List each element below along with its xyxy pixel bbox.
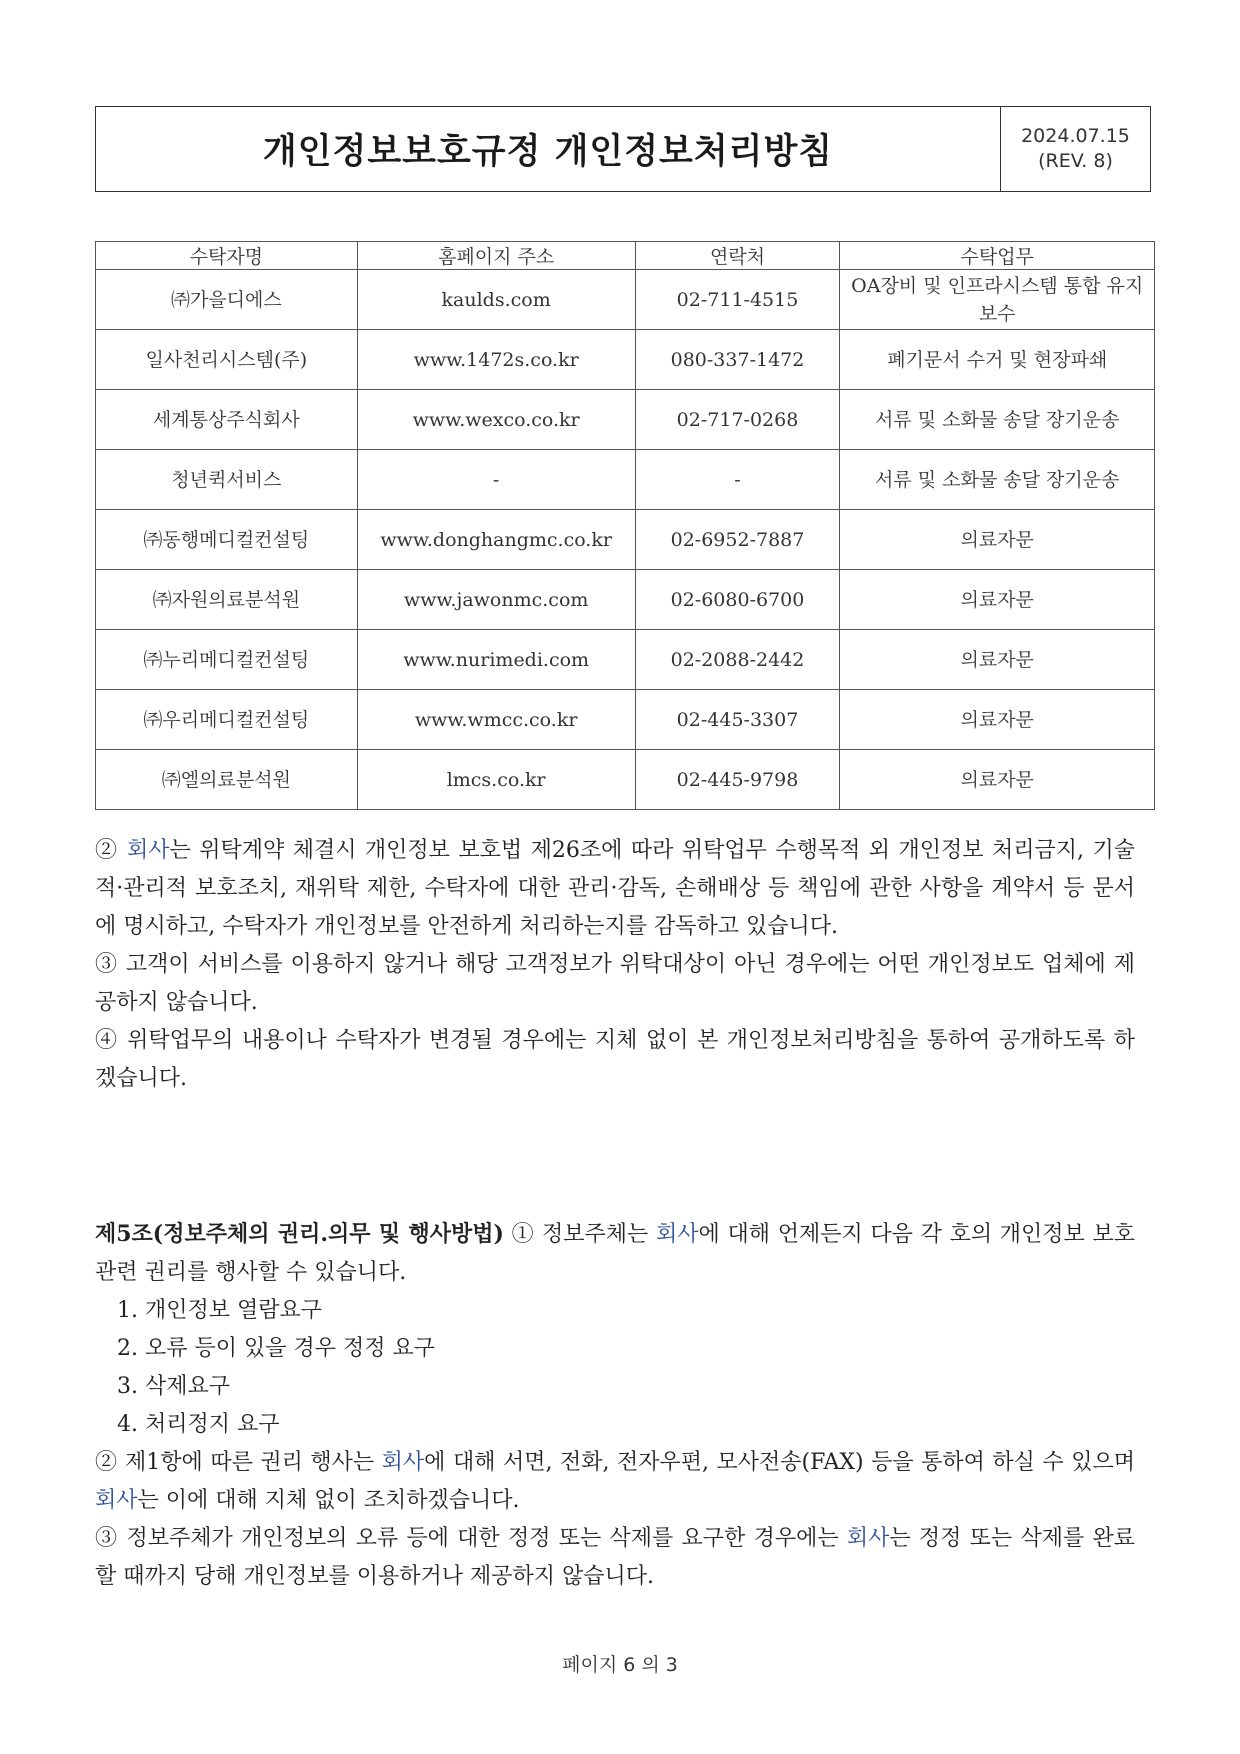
table-row [96,570,1155,630]
vendor-homepage: www.jawonmc.com [357,570,635,630]
document-date: 2024.07.15 [1021,125,1130,147]
vendor-task: 폐기문서 수거 및 현장파쇄 [840,330,1155,390]
article-5-intro-a: ① 정보주체는 [503,1222,657,1247]
article-5-intro-b: 에 대해 언제든지 다음 각 호의 개인정보 보호 관련 권리를 행사할 수 있습니다. [95,1222,1136,1285]
vendor-contact: 02-445-9798 [635,750,840,810]
article-5-p3-a: ③ 정보주체가 개인정보의 오류 등에 대한 정정 또는 삭제를 요구한 경우에는 [95,1526,847,1551]
company-term: 회사 [381,1450,425,1475]
table-row [96,390,1155,450]
column-header-name: 수탁자명 [96,242,358,270]
list-item: 2. 오류 등이 있을 경우 정정 요구 [117,1336,435,1361]
column-header-task: 수탁업무 [840,242,1155,270]
table-row [96,690,1155,750]
vendor-homepage: www.nurimedi.com [357,630,635,690]
list-item: 1. 개인정보 열람요구 [117,1298,322,1323]
vendor-name: 일사천리시스템(주) [96,330,358,390]
table-row [96,750,1155,810]
vendor-homepage: kaulds.com [357,270,635,330]
document-meta [1001,107,1150,191]
vendor-name: ㈜누리메디컬컨설팅 [96,630,358,690]
article-5-p3-b: 는 정정 또는 삭제를 완료할 때까지 당해 개인정보를 이용하거나 제공하지 않습니다. [95,1526,1135,1589]
vendor-name: ㈜우리메디컬컨설팅 [96,690,358,750]
paragraph-2-number: ② [95,838,119,863]
vendor-homepage: www.wmcc.co.kr [357,690,635,750]
document-title: 개인정보보호규정 개인정보처리방침 [96,107,1001,191]
list-item: 4. 처리정지 요구 [117,1412,280,1437]
page-footer: 페이지 6 의 3 [562,1654,678,1676]
company-term: 회사 [126,838,170,863]
column-header-homepage: 홈페이지 주소 [357,242,635,270]
list-item: 3. 삭제요구 [117,1374,230,1399]
vendor-homepage: www.donghangmc.co.kr [357,510,635,570]
paragraph-2-text: 는 위탁계약 체결시 개인정보 보호법 제26조에 따라 위탁업무 수행목적 외 개인정보 처리금지, 기술적·관리적 보호조치, 재위탁 제한, 수탁자에 대한 관리·감독, 손해배상 등 책임에 관한 사항을 계약서 등 문서에 명시하고, 수탁자가 개인정보를 안전하게 처리하는지를 감독하고 있습니다. [95,838,1135,939]
article-5-p2-a: ② 제1항에 따른 권리 행사는 [95,1450,382,1475]
vendor-task: 의료자문 [840,510,1155,570]
vendor-task: 서류 및 소화물 송달 장기운송 [840,450,1155,510]
article-5 [95,1215,1135,1596]
company-term: 회사 [95,1488,138,1513]
vendor-contact: 02-717-0268 [635,390,840,450]
vendor-name: ㈜동행메디컬컨설팅 [96,510,358,570]
vendor-contact: 02-711-4515 [635,270,840,330]
vendor-name: ㈜엘의료분석원 [96,750,358,810]
vendor-task: 의료자문 [840,630,1155,690]
company-term: 회사 [656,1222,699,1247]
outsourcing-paragraphs [95,832,1135,1098]
vendor-contact: 02-445-3307 [635,690,840,750]
article-5-heading: 제5조(정보주체의 권리.의무 및 행사방법) [95,1221,504,1247]
vendor-task: 의료자문 [840,570,1155,630]
paragraph-4: ④ 위탁업무의 내용이나 수탁자가 변경될 경우에는 지체 없이 본 개인정보처리방침을 통하여 공개하도록 하겠습니다. [95,1028,1135,1091]
vendor-name: 청년퀵서비스 [96,450,358,510]
vendor-homepage: - [357,450,635,510]
vendor-contact: - [635,450,840,510]
document-revision: (REV. 8) [1038,150,1113,172]
vendor-homepage: www.1472s.co.kr [357,330,635,390]
document-header [95,106,1151,192]
vendor-name: ㈜자원의료분석원 [96,570,358,630]
article-5-p2-c: 는 이에 대해 지체 없이 조치하겠습니다. [137,1488,520,1513]
vendor-task: 의료자문 [840,750,1155,810]
vendor-contact: 02-6952-7887 [635,510,840,570]
vendor-task: 의료자문 [840,690,1155,750]
vendor-name: 세계통상주식회사 [96,390,358,450]
article-5-intro [95,1215,1135,1292]
vendor-name: ㈜가을디에스 [96,270,358,330]
paragraph-3: ③ 고객이 서비스를 이용하지 않거나 해당 고객정보가 위탁대상이 아닌 경우에는 어떤 개인정보도 업체에 제공하지 않습니다. [95,952,1135,1015]
table-row [96,630,1155,690]
table-row [96,330,1155,390]
vendor-task: 서류 및 소화물 송달 장기운송 [840,390,1155,450]
vendor-contact: 080-337-1472 [635,330,840,390]
company-term: 회사 [846,1526,890,1551]
table-row [96,510,1155,570]
article-5-p2-b: 에 대해 서면, 전화, 전자우편, 모사전송(FAX) 등을 통하여 하실 수 있으며 [424,1450,1135,1475]
table-row [96,450,1155,510]
paragraph-2 [95,832,1135,946]
table-header-row [96,242,1155,270]
vendor-task: OA장비 및 인프라시스템 통합 유지보수 [840,270,1155,330]
column-header-contact: 연락처 [635,242,840,270]
vendor-contact: 02-6080-6700 [635,570,840,630]
vendor-table [95,241,1155,810]
table-row [96,270,1155,330]
article-5-paragraph-2 [95,1444,1135,1520]
vendor-homepage: lmcs.co.kr [357,750,635,810]
article-5-paragraph-3 [95,1520,1135,1596]
vendor-contact: 02-2088-2442 [635,630,840,690]
vendor-homepage: www.wexco.co.kr [357,390,635,450]
